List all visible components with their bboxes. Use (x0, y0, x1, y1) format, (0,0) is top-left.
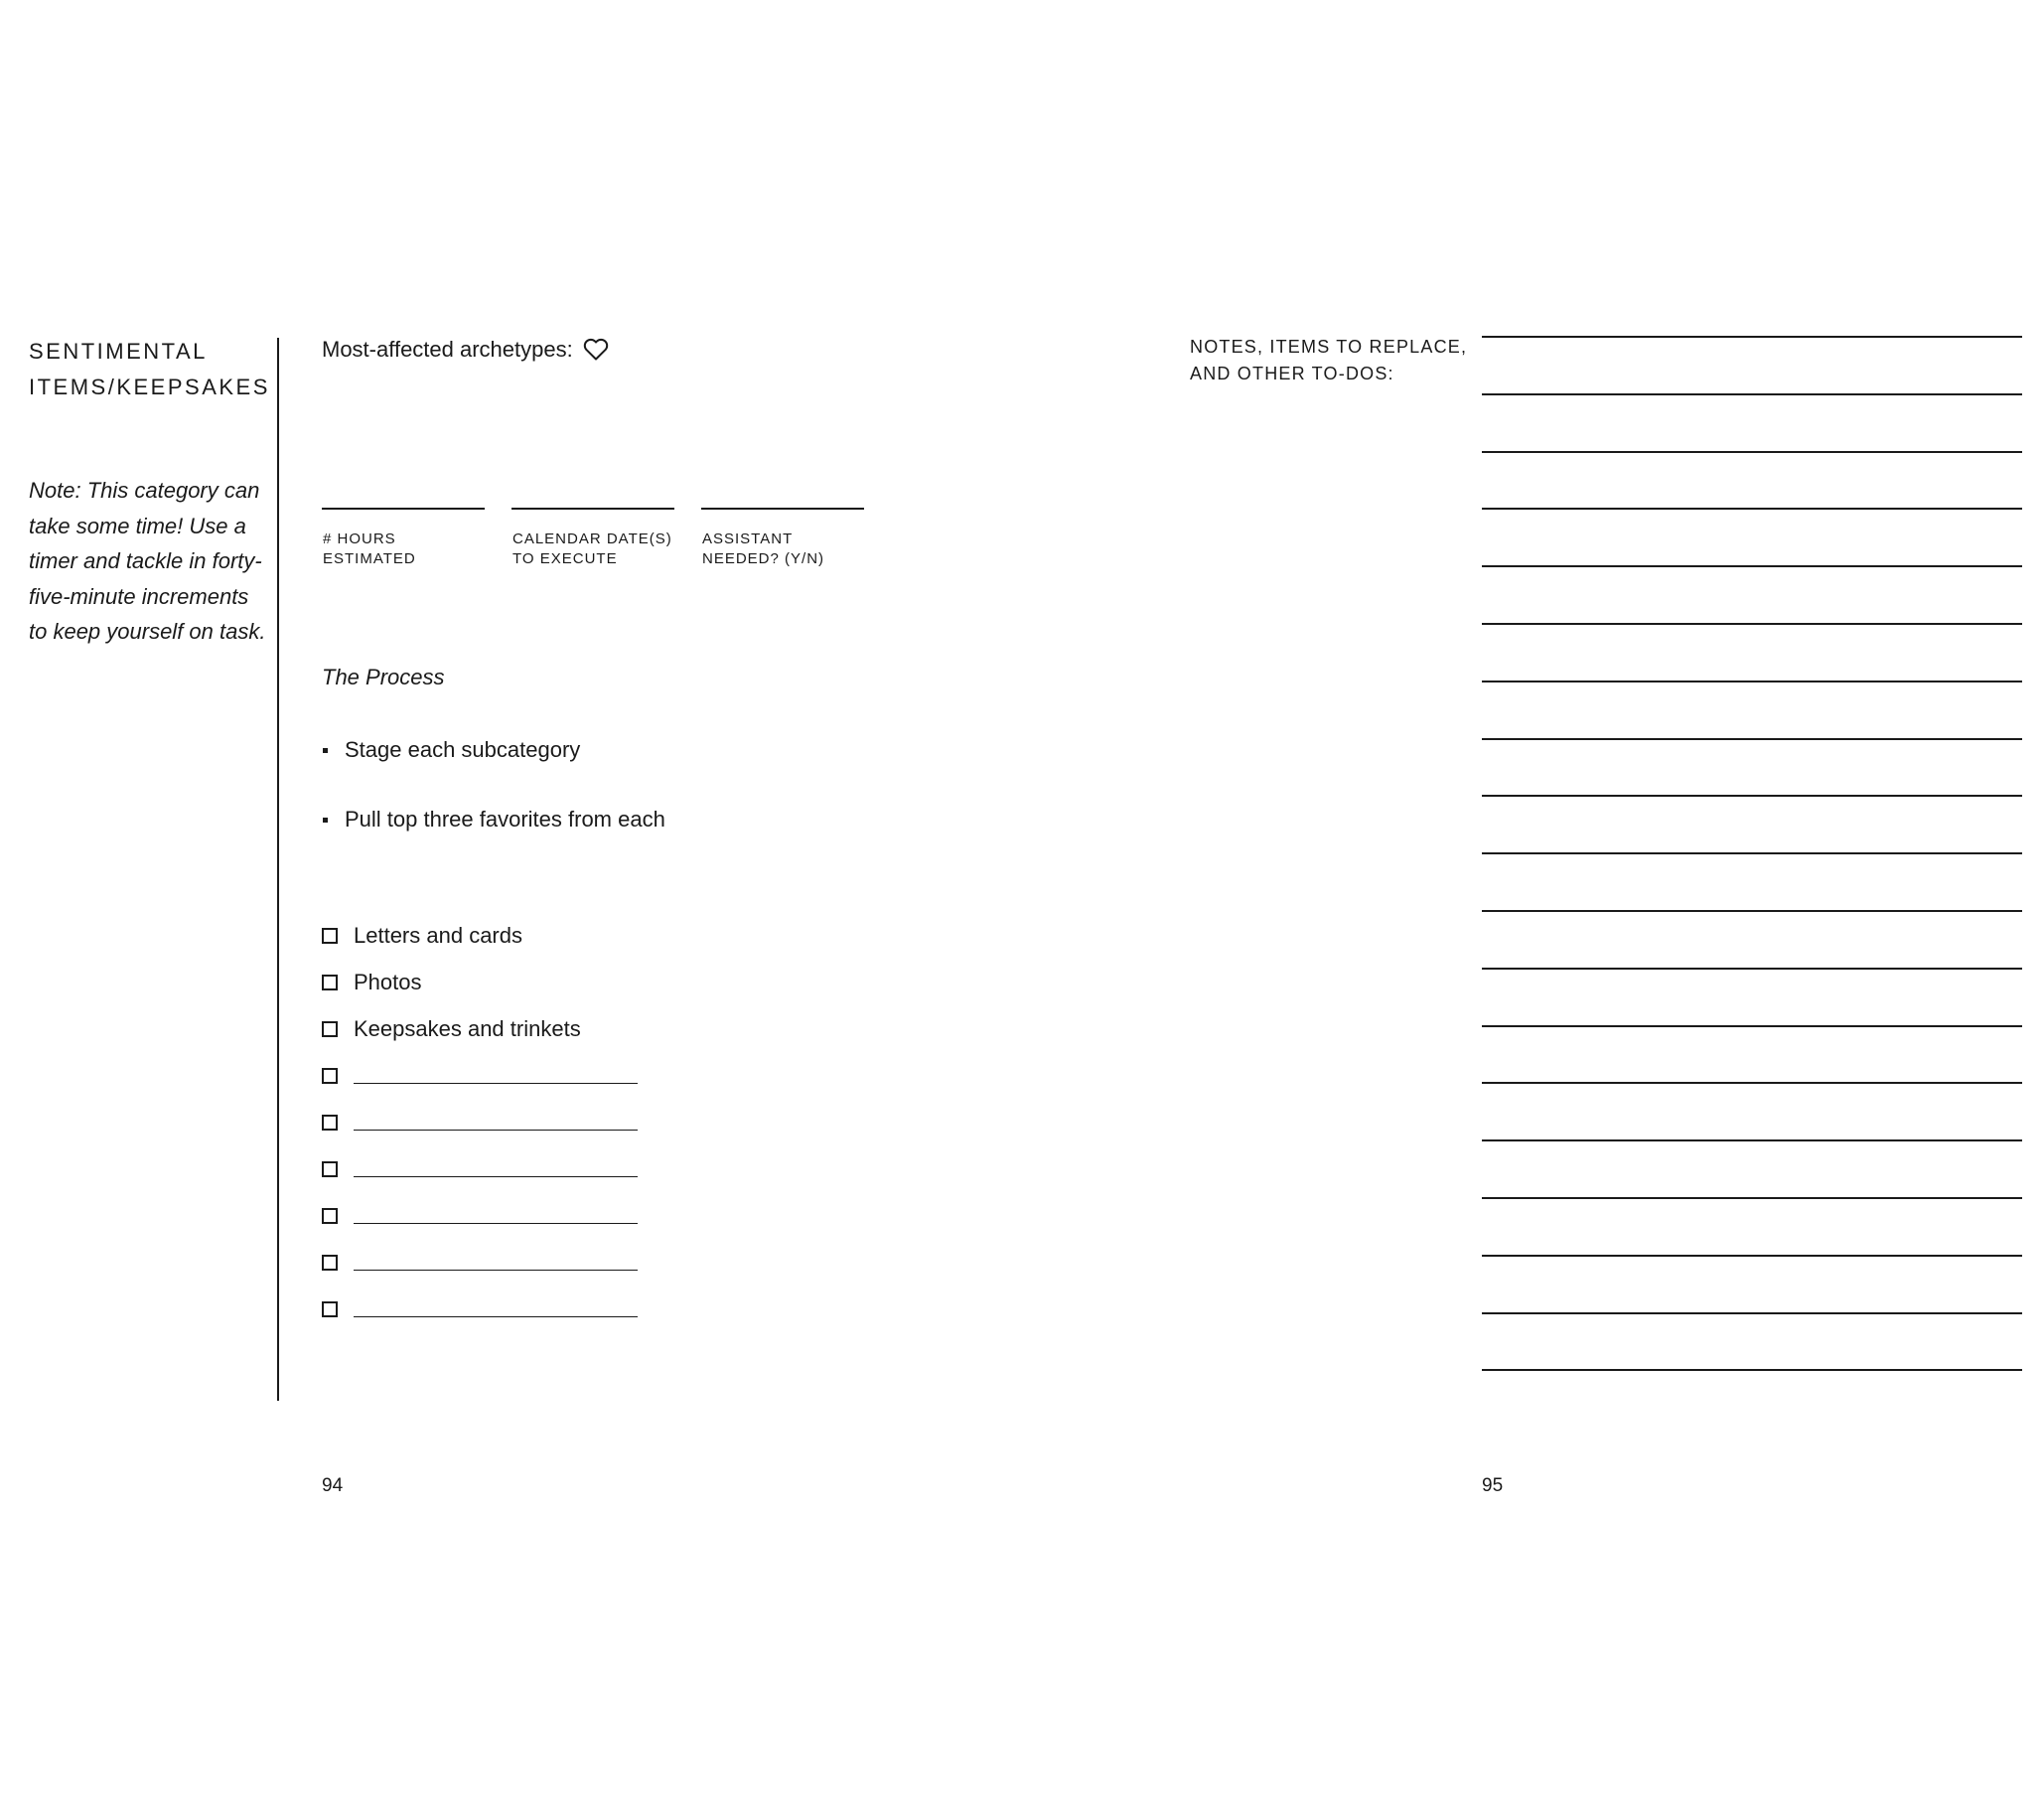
field-label (701, 530, 864, 569)
checkbox-icon[interactable] (322, 928, 338, 944)
field-line (322, 508, 485, 510)
note-line[interactable] (1482, 1255, 2022, 1257)
note-line[interactable] (1482, 393, 2022, 395)
checklist-item-label: Keepsakes and trinkets (354, 1015, 581, 1041)
field-line (701, 508, 864, 510)
planning-fields (322, 508, 864, 569)
process-title: The Process (322, 665, 445, 689)
process-steps (322, 734, 665, 873)
vertical-divider (277, 338, 279, 1401)
write-in-line[interactable] (354, 1130, 638, 1132)
checklist-item-blank (322, 1052, 638, 1099)
checklist-item-blank (322, 1286, 638, 1332)
write-in-line[interactable] (354, 1176, 638, 1178)
process-step (322, 734, 665, 766)
archetypes-label: Most-affected archetypes: (322, 337, 573, 362)
note-line[interactable] (1482, 1312, 2022, 1314)
write-in-line[interactable] (354, 1316, 638, 1318)
write-in-line[interactable] (354, 1223, 638, 1225)
checklist-item-blank (322, 1145, 638, 1192)
note-line[interactable] (1482, 681, 2022, 682)
field-label (511, 530, 674, 569)
field-label-line: ESTIMATED (323, 549, 416, 567)
notes-heading (1190, 334, 1468, 387)
field-label-line: TO EXECUTE (512, 549, 618, 567)
field-line (511, 508, 674, 510)
assistant-needed-field[interactable] (701, 508, 864, 569)
checkbox-icon[interactable] (322, 1021, 338, 1037)
note-line[interactable] (1482, 508, 2022, 510)
process-step-text: Pull top three favorites from each (345, 807, 665, 832)
page-number-right: 95 (1482, 1475, 1504, 1496)
checklist-item-label: Letters and cards (354, 922, 522, 948)
checklist-item-label: Photos (354, 969, 422, 994)
write-in-line[interactable] (354, 1083, 638, 1085)
note-line[interactable] (1482, 1082, 2022, 1084)
field-label-line: # HOURS (323, 530, 396, 547)
calendar-dates-field[interactable] (511, 508, 674, 569)
checkbox-icon[interactable] (322, 1255, 338, 1271)
checkbox-icon[interactable] (322, 1208, 338, 1224)
write-in-line[interactable] (354, 1270, 638, 1272)
checklist-item-blank (322, 1192, 638, 1239)
checkbox-icon[interactable] (322, 1301, 338, 1317)
field-label (322, 530, 485, 569)
hours-estimated-field[interactable] (322, 508, 485, 569)
bullet-icon (323, 818, 328, 823)
category-title (29, 334, 270, 405)
note-line[interactable] (1482, 968, 2022, 970)
note-line[interactable] (1482, 1025, 2022, 1027)
page-number-left: 94 (322, 1475, 344, 1496)
checkbox-icon[interactable] (322, 1115, 338, 1131)
note-line[interactable] (1482, 852, 2022, 854)
checkbox-icon[interactable] (322, 1068, 338, 1084)
archetypes-row (322, 334, 609, 366)
checklist-item (322, 1005, 638, 1052)
checkbox-icon[interactable] (322, 975, 338, 990)
notes-heading-line: NOTES, ITEMS TO REPLACE, (1190, 337, 1468, 357)
notes-heading-line: AND OTHER TO-DOS: (1190, 364, 1394, 383)
category-title-line: SENTIMENTAL (29, 339, 208, 364)
note-line[interactable] (1482, 623, 2022, 625)
field-label-line: CALENDAR DATE(S) (512, 530, 672, 547)
note-line[interactable] (1482, 1369, 2022, 1371)
category-title-line: ITEMS/KEEPSAKES (29, 375, 270, 399)
note-line[interactable] (1482, 795, 2022, 797)
process-step (322, 804, 665, 835)
field-label-line: NEEDED? (Y/N) (702, 549, 825, 567)
side-note: Note: This category can take some time! Use a timer and tackle in forty-five-minute increments to keep yourself on task. (29, 478, 266, 644)
note-line[interactable] (1482, 336, 2022, 338)
note-line[interactable] (1482, 565, 2022, 567)
checklist-item (322, 912, 638, 959)
note-line[interactable] (1482, 738, 2022, 740)
note-line[interactable] (1482, 1139, 2022, 1141)
checkbox-icon[interactable] (322, 1161, 338, 1177)
bullet-icon (323, 748, 328, 753)
heart-outline-icon (583, 338, 609, 362)
checklist-item-blank (322, 1099, 638, 1145)
field-label-line: ASSISTANT (702, 530, 794, 547)
note-line[interactable] (1482, 1197, 2022, 1199)
note-line[interactable] (1482, 451, 2022, 453)
checklist-item (322, 959, 638, 1005)
process-step-text: Stage each subcategory (345, 737, 581, 762)
note-line[interactable] (1482, 910, 2022, 912)
checklist-item-blank (322, 1239, 638, 1286)
subcategory-checklist (322, 912, 638, 1332)
